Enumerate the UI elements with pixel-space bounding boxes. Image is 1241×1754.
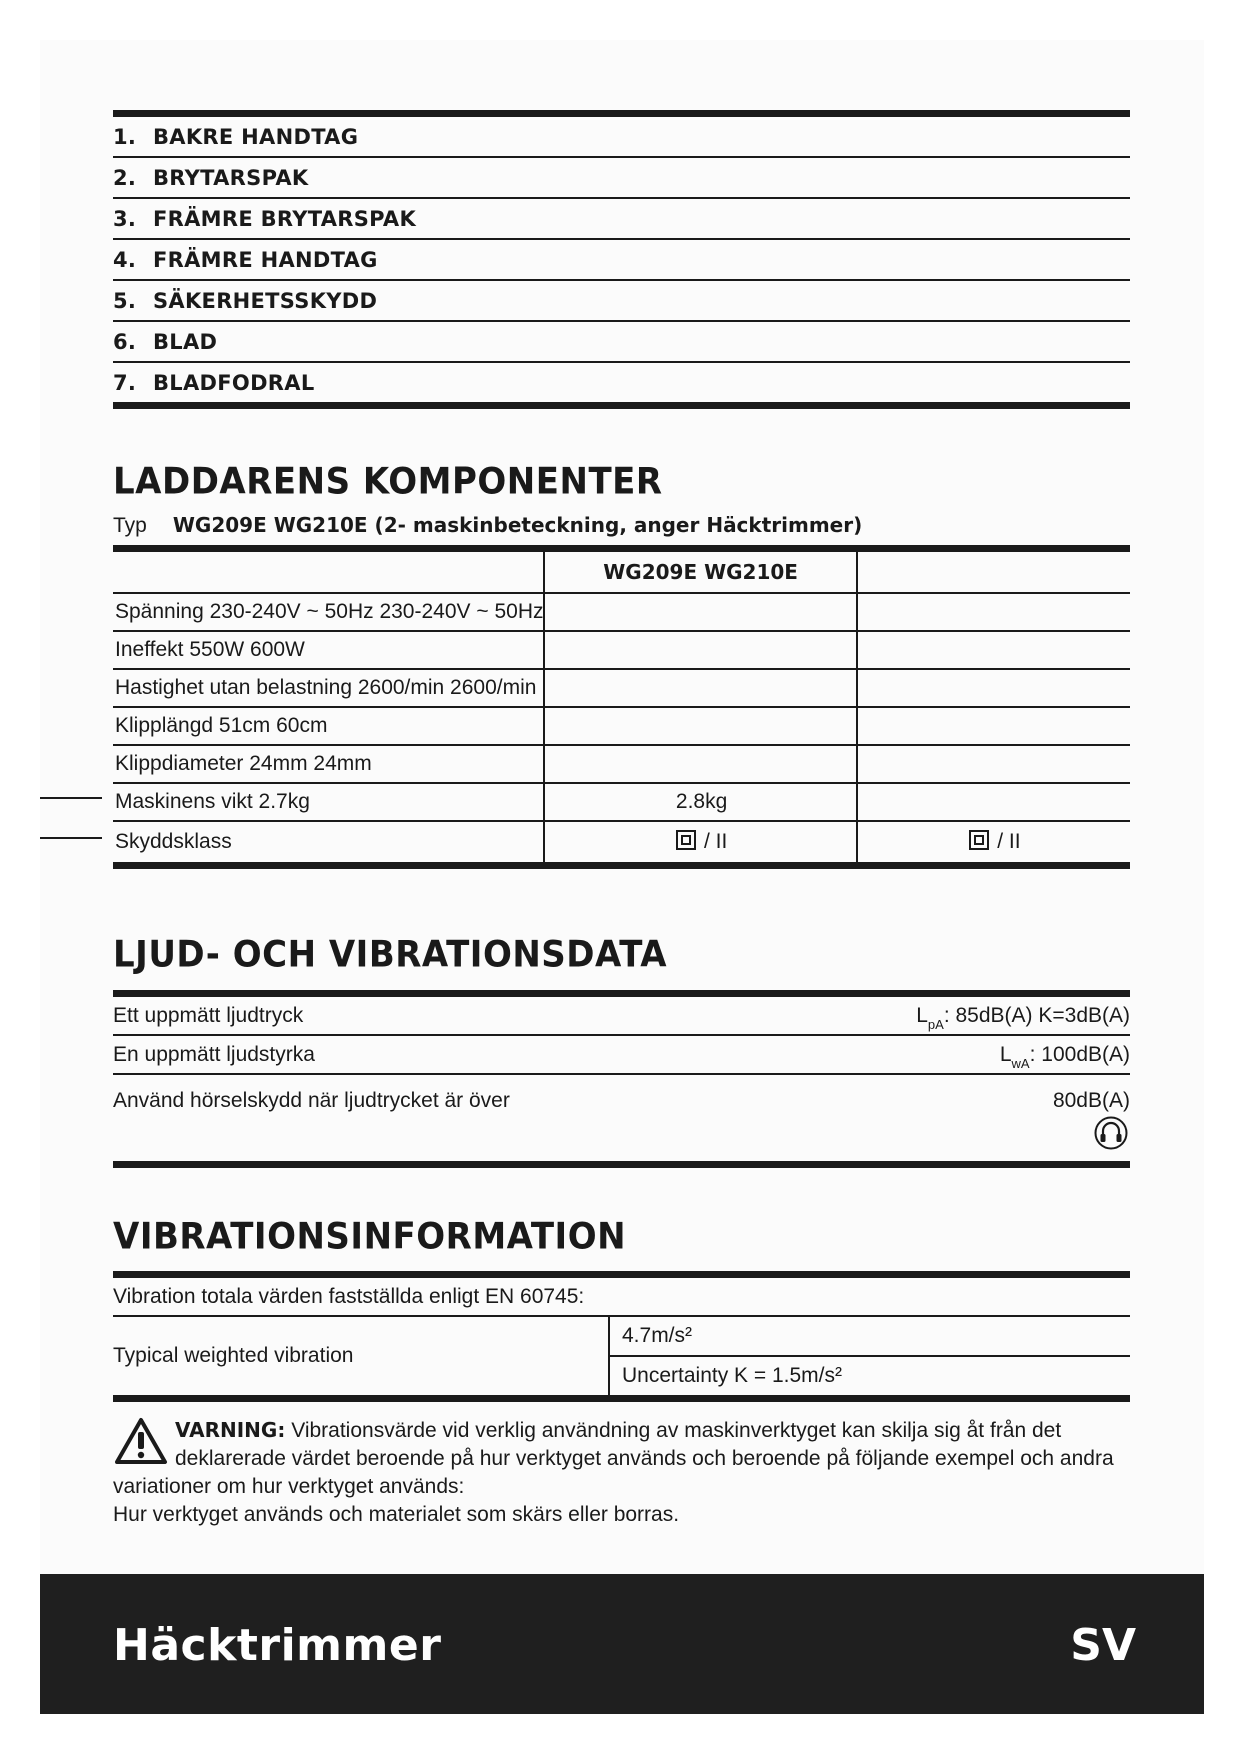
type-line (113, 513, 862, 538)
table-cell: Klipplängd 51cm 60cm (113, 707, 544, 745)
table-cell (544, 745, 856, 783)
table-cell (857, 593, 1130, 631)
sound-section-title: LJUD- OCH VIBRATIONSDATA (113, 933, 668, 977)
list-item: 2. BRYTARSPAK (113, 158, 1130, 199)
table-cell (544, 631, 856, 669)
table-row (113, 593, 1130, 631)
hearing-protection-icon (1094, 1116, 1128, 1150)
parts-list (113, 110, 1130, 409)
table-cell (544, 707, 856, 745)
footer-title: Häcktrimmer (113, 1620, 442, 1671)
table-row (113, 631, 1130, 669)
table-cell: Hastighet utan belastning 2600/min 2600/min (113, 669, 544, 707)
warning-text: Vibrationsvärde vid verklig användning av maskinverktyget kan skilja sig åt från det deklarerade värdet beroende på hur verktyget används och beroende på följande exempel och andra variationer om hur verktyget används: (113, 1419, 1114, 1498)
vibration-value: 4.7m/s² (610, 1317, 1130, 1357)
vibration-uncertainty: Uncertainty K = 1.5m/s² (622, 1364, 842, 1387)
list-item: 7. BLADFODRAL (113, 370, 315, 395)
type-label: Typ (113, 514, 147, 537)
table-row: Använd hörselskydd när ljudtrycket är över 80dB(A) (113, 1089, 1130, 1112)
table-header-cell: WG209E WG210E (544, 549, 856, 594)
list-item: 3. FRÄMRE BRYTARSPAK (113, 199, 1130, 240)
vibration-table (113, 1271, 1130, 1402)
table-header-row (113, 549, 1130, 594)
list-item: 4. FRÄMRE HANDTAG (113, 240, 1130, 281)
type-value: WG209E WG210E (2- maskinbeteckning, anger Häcktrimmer) (172, 513, 863, 537)
table-row (113, 707, 1130, 745)
table-cell (857, 745, 1130, 783)
table-row (113, 669, 1130, 707)
table-cell (544, 593, 856, 631)
warning-triangle-icon (113, 1416, 169, 1466)
list-item: 5. SÄKERHETSSKYDD (113, 281, 1130, 322)
table-cell: Spänning 230-240V ~ 50Hz 230-240V ~ 50Hz (113, 593, 544, 631)
table-cell: / II (544, 821, 856, 866)
table-cell: Ineffekt 550W 600W (113, 631, 544, 669)
vibration-section-title: VIBRATIONSINFORMATION (113, 1215, 627, 1259)
table-cell (857, 707, 1130, 745)
sound-table (113, 990, 1130, 1145)
table-cell (857, 669, 1130, 707)
warning-text: Hur verktyget används och materialet som skärs eller borras. (113, 1503, 680, 1526)
table-header-cell (857, 549, 1130, 594)
table-cell (857, 631, 1130, 669)
table-row (113, 745, 1130, 783)
table-cell: Maskinens vikt 2.7kg (113, 783, 544, 821)
table-header-cell (113, 549, 544, 594)
table-cell: Skyddsklass (115, 830, 232, 853)
warning-block (113, 1416, 1130, 1529)
footer-bar (40, 1574, 1204, 1714)
table-row: En uppmätt ljudstyrka $L_{wA}$: 100dB(A) (113, 1036, 1130, 1075)
table-cell: Klippdiameter 24mm 24mm (113, 745, 544, 783)
table-cell: / II (857, 821, 1130, 866)
vibration-head: Vibration totala värden fastställda enligt EN 60745: (113, 1278, 1130, 1317)
double-insulation-icon (676, 830, 696, 850)
divider (113, 1161, 1130, 1168)
table-cell (857, 783, 1130, 821)
spec-table (113, 545, 1130, 869)
list-item: 1. BAKRE HANDTAG (113, 117, 1130, 158)
list-item: 6. BLAD (113, 322, 1130, 363)
warning-label: VARNING: (175, 1418, 286, 1442)
vibration-label: Typical weighted vibration (113, 1317, 610, 1395)
double-insulation-icon (969, 830, 989, 850)
table-row (113, 1317, 1130, 1395)
table-row (113, 821, 1130, 866)
table-cell (544, 669, 856, 707)
table-row: Ett uppmätt ljudtryck $L_{pA}$: 85dB(A) K=3dB(A) (113, 997, 1130, 1036)
margin-mark (40, 837, 102, 839)
table-row (113, 783, 1130, 821)
table-cell: 2.8kg (544, 783, 856, 821)
charger-section-title: LADDARENS KOMPONENTER (113, 460, 663, 504)
language-code: SV (1070, 1620, 1136, 1671)
margin-mark (40, 797, 102, 799)
